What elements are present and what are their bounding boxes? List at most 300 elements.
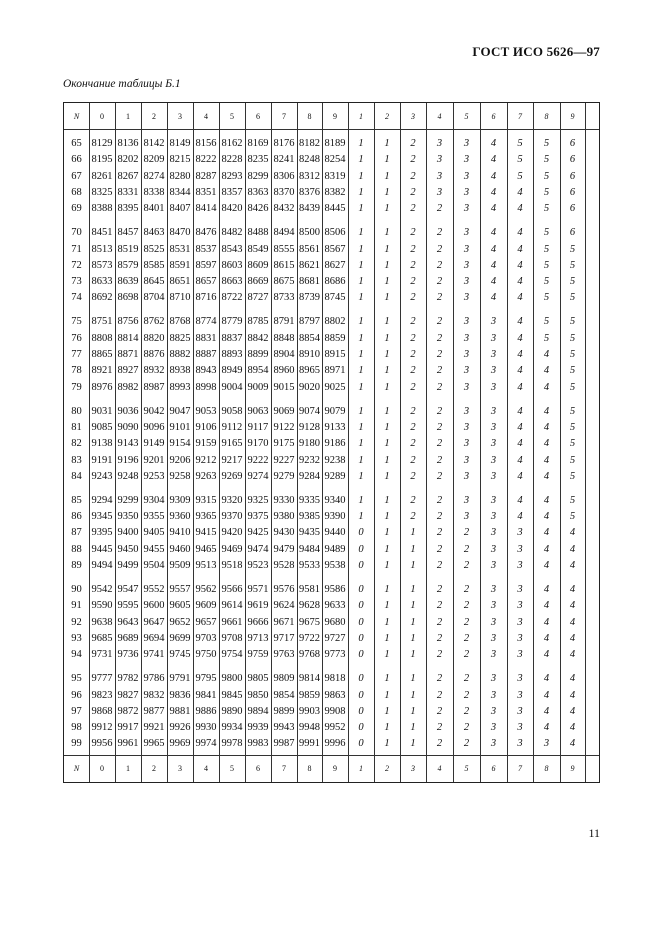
difference-value: 4 bbox=[569, 673, 576, 685]
difference-value: 1 bbox=[384, 332, 390, 344]
difference-value: 3 bbox=[517, 738, 523, 750]
main-value: 8549 bbox=[247, 243, 269, 255]
main-value: 8681 bbox=[299, 276, 320, 288]
difference-value: 3 bbox=[490, 649, 497, 661]
main-value: 9952 bbox=[324, 722, 346, 734]
difference-value: 0 bbox=[358, 689, 364, 701]
difference-value: 2 bbox=[410, 405, 416, 417]
main-value: 9836 bbox=[169, 689, 191, 701]
difference-value: 2 bbox=[410, 365, 416, 377]
main-value: 9859 bbox=[299, 689, 320, 701]
footer-row-main-col: 0 bbox=[100, 764, 104, 773]
main-value: 9504 bbox=[143, 560, 165, 571]
difference-value: 3 bbox=[490, 365, 497, 377]
main-value: 9969 bbox=[169, 738, 191, 750]
main-value: 9440 bbox=[324, 527, 346, 539]
difference-value: 1 bbox=[410, 673, 416, 685]
main-value: 9731 bbox=[91, 649, 113, 661]
difference-value: 0 bbox=[358, 616, 364, 628]
difference-value: 4 bbox=[543, 616, 550, 628]
header-row-main-col: 5 bbox=[230, 112, 234, 121]
main-value: 9069 bbox=[273, 405, 295, 417]
main-value: 8820 bbox=[143, 332, 165, 344]
difference-value: 4 bbox=[569, 527, 576, 539]
difference-value: 3 bbox=[490, 332, 497, 344]
row-number: 96 bbox=[71, 689, 82, 701]
difference-value: 2 bbox=[436, 243, 443, 255]
row-number: 88 bbox=[71, 543, 82, 555]
main-value: 9149 bbox=[143, 438, 165, 450]
difference-value: 4 bbox=[517, 203, 523, 215]
difference-value: 4 bbox=[543, 689, 550, 701]
main-value: 8960 bbox=[273, 365, 295, 377]
difference-value: 0 bbox=[358, 543, 364, 555]
header-row-main-col: 0 bbox=[100, 112, 104, 121]
main-value: 8182 bbox=[299, 138, 320, 149]
difference-value: 4 bbox=[517, 332, 523, 344]
main-value: 8965 bbox=[299, 365, 320, 377]
main-value: 8579 bbox=[117, 259, 139, 271]
difference-value: 2 bbox=[436, 705, 443, 717]
difference-value: 2 bbox=[436, 405, 443, 417]
row-number: 93 bbox=[71, 632, 82, 644]
difference-value: 3 bbox=[463, 276, 470, 288]
footer-row-main-col: 4 bbox=[204, 764, 208, 773]
difference-value: 4 bbox=[543, 454, 550, 466]
difference-value: 1 bbox=[384, 381, 390, 393]
main-value: 8482 bbox=[221, 227, 243, 239]
difference-value: 4 bbox=[490, 259, 497, 271]
main-value: 9370 bbox=[221, 511, 243, 523]
difference-value: 3 bbox=[436, 170, 443, 182]
header-row-diff-col: 5 bbox=[464, 112, 469, 121]
main-value: 9020 bbox=[299, 381, 320, 393]
main-value: 8686 bbox=[324, 276, 346, 288]
difference-value: 4 bbox=[490, 186, 497, 198]
difference-value: 1 bbox=[358, 349, 364, 360]
main-value: 9415 bbox=[195, 527, 217, 539]
difference-value: 5 bbox=[569, 454, 576, 466]
difference-value: 1 bbox=[358, 494, 364, 506]
difference-value: 3 bbox=[517, 705, 523, 717]
main-value: 9930 bbox=[195, 722, 217, 734]
main-value: 9671 bbox=[273, 616, 295, 628]
main-value: 9657 bbox=[195, 616, 217, 628]
difference-value: 2 bbox=[410, 170, 416, 182]
main-value: 9304 bbox=[143, 494, 165, 506]
row-number: 89 bbox=[71, 560, 82, 571]
difference-value: 3 bbox=[517, 543, 523, 555]
difference-value: 4 bbox=[543, 421, 550, 433]
table-rule bbox=[64, 129, 599, 130]
main-value: 9814 bbox=[299, 673, 320, 685]
difference-value: 3 bbox=[517, 584, 523, 595]
difference-value: 4 bbox=[569, 543, 576, 555]
difference-value: 4 bbox=[543, 600, 550, 612]
main-value: 9921 bbox=[143, 722, 165, 734]
main-value: 9965 bbox=[143, 738, 165, 750]
main-value: 8202 bbox=[117, 154, 139, 166]
difference-value: 2 bbox=[410, 494, 416, 506]
difference-value: 1 bbox=[384, 616, 390, 628]
main-value: 9196 bbox=[117, 454, 139, 466]
header-row-diff-col: 9 bbox=[570, 112, 575, 121]
main-value: 9350 bbox=[117, 511, 139, 523]
main-value: 9405 bbox=[143, 527, 165, 539]
main-value: 8704 bbox=[143, 292, 165, 304]
difference-value: 1 bbox=[384, 243, 390, 255]
difference-value: 0 bbox=[358, 738, 364, 750]
row-number: 81 bbox=[71, 421, 82, 433]
main-value: 9455 bbox=[143, 543, 165, 555]
difference-value: 2 bbox=[436, 600, 443, 612]
main-value: 9474 bbox=[247, 543, 269, 555]
main-value: 9795 bbox=[195, 673, 217, 685]
difference-value: 1 bbox=[410, 722, 416, 734]
main-value: 9934 bbox=[221, 722, 243, 734]
main-value: 9106 bbox=[195, 421, 217, 433]
difference-value: 2 bbox=[410, 421, 416, 433]
main-value: 9978 bbox=[221, 738, 243, 750]
difference-value: 6 bbox=[569, 154, 576, 166]
difference-value: 3 bbox=[490, 405, 497, 417]
footer-row-n-label: N bbox=[73, 764, 80, 773]
main-value: 8762 bbox=[143, 316, 165, 328]
main-value: 8591 bbox=[169, 259, 191, 271]
difference-value: 2 bbox=[463, 673, 470, 685]
difference-value: 3 bbox=[490, 689, 497, 701]
header-row-diff-col: 7 bbox=[518, 112, 522, 121]
difference-value: 3 bbox=[490, 438, 497, 450]
main-value: 8215 bbox=[169, 154, 191, 166]
difference-value: 3 bbox=[490, 511, 497, 523]
difference-value: 2 bbox=[463, 689, 470, 701]
main-value: 9274 bbox=[247, 470, 269, 482]
difference-value: 4 bbox=[543, 543, 550, 555]
main-value: 8739 bbox=[299, 292, 320, 304]
difference-value: 4 bbox=[569, 632, 576, 644]
difference-value: 5 bbox=[543, 170, 550, 182]
difference-value: 4 bbox=[543, 705, 550, 717]
row-number: 76 bbox=[71, 332, 82, 344]
difference-value: 2 bbox=[436, 454, 443, 466]
main-value: 8865 bbox=[91, 349, 113, 360]
main-value: 9175 bbox=[273, 438, 295, 450]
difference-value: 5 bbox=[569, 511, 576, 523]
main-value: 9624 bbox=[273, 600, 295, 612]
main-value: 9777 bbox=[91, 673, 113, 685]
difference-value: 3 bbox=[463, 381, 470, 393]
header-row-main-col: 2 bbox=[152, 112, 156, 121]
main-value: 9112 bbox=[221, 421, 243, 433]
difference-value: 3 bbox=[463, 405, 470, 417]
row-number: 75 bbox=[71, 316, 82, 328]
difference-value: 5 bbox=[543, 186, 550, 198]
main-value: 8254 bbox=[324, 154, 346, 166]
main-value: 8488 bbox=[247, 227, 269, 239]
difference-value: 4 bbox=[543, 511, 550, 523]
footer-row-main-col: 7 bbox=[282, 764, 286, 773]
difference-value: 3 bbox=[490, 543, 497, 555]
main-value: 9538 bbox=[324, 560, 346, 571]
difference-value: 5 bbox=[543, 154, 550, 166]
main-value: 9299 bbox=[117, 494, 139, 506]
main-value: 9222 bbox=[247, 454, 269, 466]
difference-value: 4 bbox=[543, 438, 550, 450]
row-number: 77 bbox=[71, 349, 82, 360]
main-value: 9619 bbox=[247, 600, 269, 612]
difference-value: 1 bbox=[384, 705, 390, 717]
main-value: 9294 bbox=[91, 494, 113, 506]
main-value: 8915 bbox=[324, 349, 346, 360]
main-value: 8176 bbox=[273, 138, 295, 149]
difference-value: 4 bbox=[517, 349, 523, 360]
main-value: 9552 bbox=[143, 584, 165, 595]
difference-value: 2 bbox=[436, 673, 443, 685]
main-value: 9912 bbox=[91, 722, 113, 734]
main-value: 8476 bbox=[195, 227, 217, 239]
difference-value: 3 bbox=[463, 511, 470, 523]
row-number: 74 bbox=[71, 292, 82, 304]
difference-value: 4 bbox=[543, 673, 550, 685]
difference-value: 4 bbox=[517, 454, 523, 466]
difference-value: 3 bbox=[490, 722, 497, 734]
main-value: 8525 bbox=[143, 243, 165, 255]
main-value: 8351 bbox=[195, 186, 217, 198]
main-value: 9509 bbox=[169, 560, 191, 571]
main-value: 9943 bbox=[273, 722, 295, 734]
difference-value: 4 bbox=[517, 292, 523, 304]
main-value: 9085 bbox=[91, 421, 113, 433]
main-value: 9395 bbox=[91, 527, 113, 539]
logarithm-table bbox=[63, 102, 600, 783]
difference-value: 3 bbox=[463, 292, 470, 304]
main-value: 9754 bbox=[221, 649, 243, 661]
main-value: 9581 bbox=[299, 584, 320, 595]
difference-value: 4 bbox=[517, 227, 523, 239]
footer-row-diff-col: 9 bbox=[570, 764, 575, 773]
main-value: 8627 bbox=[324, 259, 346, 271]
main-value: 8414 bbox=[195, 203, 217, 215]
main-value: 9450 bbox=[117, 543, 139, 555]
difference-value: 4 bbox=[569, 705, 576, 717]
difference-value: 3 bbox=[463, 186, 470, 198]
main-value: 8363 bbox=[247, 186, 269, 198]
main-value: 9345 bbox=[91, 511, 113, 523]
main-value: 9133 bbox=[324, 421, 346, 433]
main-value: 9717 bbox=[273, 632, 295, 644]
main-value: 9638 bbox=[91, 616, 113, 628]
main-value: 9528 bbox=[273, 560, 295, 571]
difference-value: 5 bbox=[569, 316, 576, 328]
difference-value: 4 bbox=[517, 470, 523, 482]
difference-value: 3 bbox=[463, 243, 470, 255]
difference-value: 3 bbox=[517, 689, 523, 701]
main-value: 8791 bbox=[273, 316, 295, 328]
difference-value: 4 bbox=[543, 560, 550, 571]
difference-value: 0 bbox=[358, 600, 364, 612]
main-value: 9750 bbox=[195, 649, 217, 661]
main-value: 9484 bbox=[299, 543, 320, 555]
main-value: 9908 bbox=[324, 705, 346, 717]
row-number: 69 bbox=[71, 203, 82, 215]
main-value: 8261 bbox=[91, 170, 113, 182]
difference-value: 1 bbox=[384, 470, 390, 482]
difference-value: 4 bbox=[543, 584, 550, 595]
main-value: 8645 bbox=[143, 276, 165, 288]
main-value: 8639 bbox=[117, 276, 139, 288]
main-value: 8651 bbox=[169, 276, 191, 288]
main-value: 9850 bbox=[247, 689, 269, 701]
row-number: 95 bbox=[71, 673, 82, 685]
main-value: 8287 bbox=[195, 170, 217, 182]
difference-value: 5 bbox=[569, 276, 576, 288]
difference-value: 5 bbox=[569, 438, 576, 450]
main-value: 9355 bbox=[143, 511, 165, 523]
main-value: 9325 bbox=[247, 494, 269, 506]
main-value: 8306 bbox=[273, 170, 295, 182]
difference-value: 6 bbox=[569, 227, 576, 239]
difference-value: 2 bbox=[410, 511, 416, 523]
difference-value: 1 bbox=[410, 705, 416, 717]
difference-value: 1 bbox=[384, 543, 390, 555]
difference-value: 5 bbox=[543, 332, 550, 344]
main-value: 9430 bbox=[273, 527, 295, 539]
difference-value: 2 bbox=[410, 203, 416, 215]
difference-value: 1 bbox=[384, 421, 390, 433]
main-value: 9854 bbox=[273, 689, 295, 701]
difference-value: 1 bbox=[384, 584, 390, 595]
main-value: 9523 bbox=[247, 560, 269, 571]
main-value: 8325 bbox=[91, 186, 113, 198]
footer-row-main-col: 2 bbox=[152, 764, 156, 773]
standard-designation: ГОСТ ИСО 5626—97 bbox=[472, 44, 600, 59]
main-value: 9232 bbox=[299, 454, 320, 466]
row-number: 87 bbox=[71, 527, 82, 539]
main-value: 8338 bbox=[143, 186, 165, 198]
main-value: 9996 bbox=[324, 738, 346, 750]
difference-value: 5 bbox=[569, 332, 576, 344]
difference-value: 2 bbox=[436, 543, 443, 555]
header-row-diff-col: 2 bbox=[385, 112, 389, 121]
footer-row-main-col: 6 bbox=[256, 764, 260, 773]
difference-value: 4 bbox=[517, 421, 523, 433]
footer-row-diff-col: 2 bbox=[385, 764, 389, 773]
main-value: 9518 bbox=[221, 560, 243, 571]
difference-value: 1 bbox=[384, 454, 390, 466]
row-number: 84 bbox=[71, 470, 82, 482]
main-value: 9708 bbox=[221, 632, 243, 644]
main-value: 9165 bbox=[221, 438, 243, 450]
difference-value: 2 bbox=[410, 349, 416, 360]
difference-value: 3 bbox=[517, 560, 523, 571]
difference-value: 3 bbox=[517, 673, 523, 685]
table-caption: Окончание таблицы Б.1 bbox=[63, 78, 181, 90]
difference-value: 2 bbox=[436, 292, 443, 304]
difference-value: 3 bbox=[490, 584, 497, 595]
difference-value: 1 bbox=[384, 365, 390, 377]
difference-value: 3 bbox=[517, 649, 523, 661]
difference-value: 1 bbox=[384, 170, 390, 182]
difference-value: 3 bbox=[490, 600, 497, 612]
difference-value: 3 bbox=[463, 227, 470, 239]
main-value: 8633 bbox=[91, 276, 113, 288]
page-number: 11 bbox=[588, 826, 600, 840]
difference-value: 5 bbox=[569, 259, 576, 271]
main-value: 8451 bbox=[91, 227, 113, 239]
footer-row-main-col: 8 bbox=[307, 764, 312, 773]
difference-value: 1 bbox=[358, 259, 364, 271]
difference-value: 2 bbox=[436, 365, 443, 377]
main-value: 9053 bbox=[195, 405, 217, 417]
main-value: 9586 bbox=[324, 584, 346, 595]
main-value: 9494 bbox=[91, 560, 113, 571]
main-value: 8751 bbox=[91, 316, 113, 328]
main-value: 8887 bbox=[195, 349, 217, 360]
main-value: 8982 bbox=[117, 381, 139, 393]
row-number: 80 bbox=[71, 405, 82, 417]
main-value: 8420 bbox=[221, 203, 243, 215]
main-value: 8657 bbox=[195, 276, 217, 288]
difference-value: 1 bbox=[384, 560, 390, 571]
difference-value: 1 bbox=[384, 673, 390, 685]
main-value: 8854 bbox=[299, 332, 320, 344]
difference-value: 2 bbox=[436, 438, 443, 450]
difference-value: 3 bbox=[463, 494, 470, 506]
main-value: 9894 bbox=[247, 705, 269, 717]
difference-value: 2 bbox=[436, 616, 443, 628]
difference-value: 4 bbox=[517, 276, 523, 288]
difference-value: 2 bbox=[436, 276, 443, 288]
difference-value: 3 bbox=[543, 738, 550, 750]
main-value: 9961 bbox=[117, 738, 139, 750]
main-value: 9845 bbox=[221, 689, 243, 701]
difference-value: 3 bbox=[490, 349, 497, 360]
difference-value: 4 bbox=[490, 292, 497, 304]
difference-value: 2 bbox=[463, 600, 470, 612]
main-value: 9096 bbox=[143, 421, 165, 433]
difference-value: 1 bbox=[384, 203, 390, 215]
difference-value: 6 bbox=[569, 138, 576, 149]
difference-value: 3 bbox=[490, 421, 497, 433]
difference-value: 3 bbox=[463, 438, 470, 450]
difference-value: 4 bbox=[543, 632, 550, 644]
main-value: 8814 bbox=[117, 332, 139, 344]
difference-value: 4 bbox=[490, 276, 497, 288]
difference-value: 1 bbox=[410, 649, 416, 661]
main-value: 9827 bbox=[117, 689, 139, 701]
row-number: 85 bbox=[71, 494, 82, 506]
main-value: 9101 bbox=[169, 421, 191, 433]
main-value: 9170 bbox=[247, 438, 269, 450]
main-value: 9643 bbox=[117, 616, 139, 628]
main-value: 8893 bbox=[221, 349, 243, 360]
main-value: 9375 bbox=[247, 511, 269, 523]
footer-row-main-col: 9 bbox=[333, 764, 337, 773]
main-value: 8971 bbox=[324, 365, 346, 377]
header-row-main-col: 4 bbox=[204, 112, 208, 121]
row-number: 79 bbox=[71, 381, 82, 393]
main-value: 8432 bbox=[273, 203, 295, 215]
difference-value: 5 bbox=[569, 349, 576, 360]
main-value: 8774 bbox=[195, 316, 217, 328]
main-value: 9800 bbox=[221, 673, 243, 685]
difference-value: 5 bbox=[543, 259, 550, 271]
difference-value: 2 bbox=[463, 632, 470, 644]
row-number: 94 bbox=[71, 649, 82, 661]
main-value: 9590 bbox=[91, 600, 113, 612]
difference-value: 5 bbox=[569, 405, 576, 417]
